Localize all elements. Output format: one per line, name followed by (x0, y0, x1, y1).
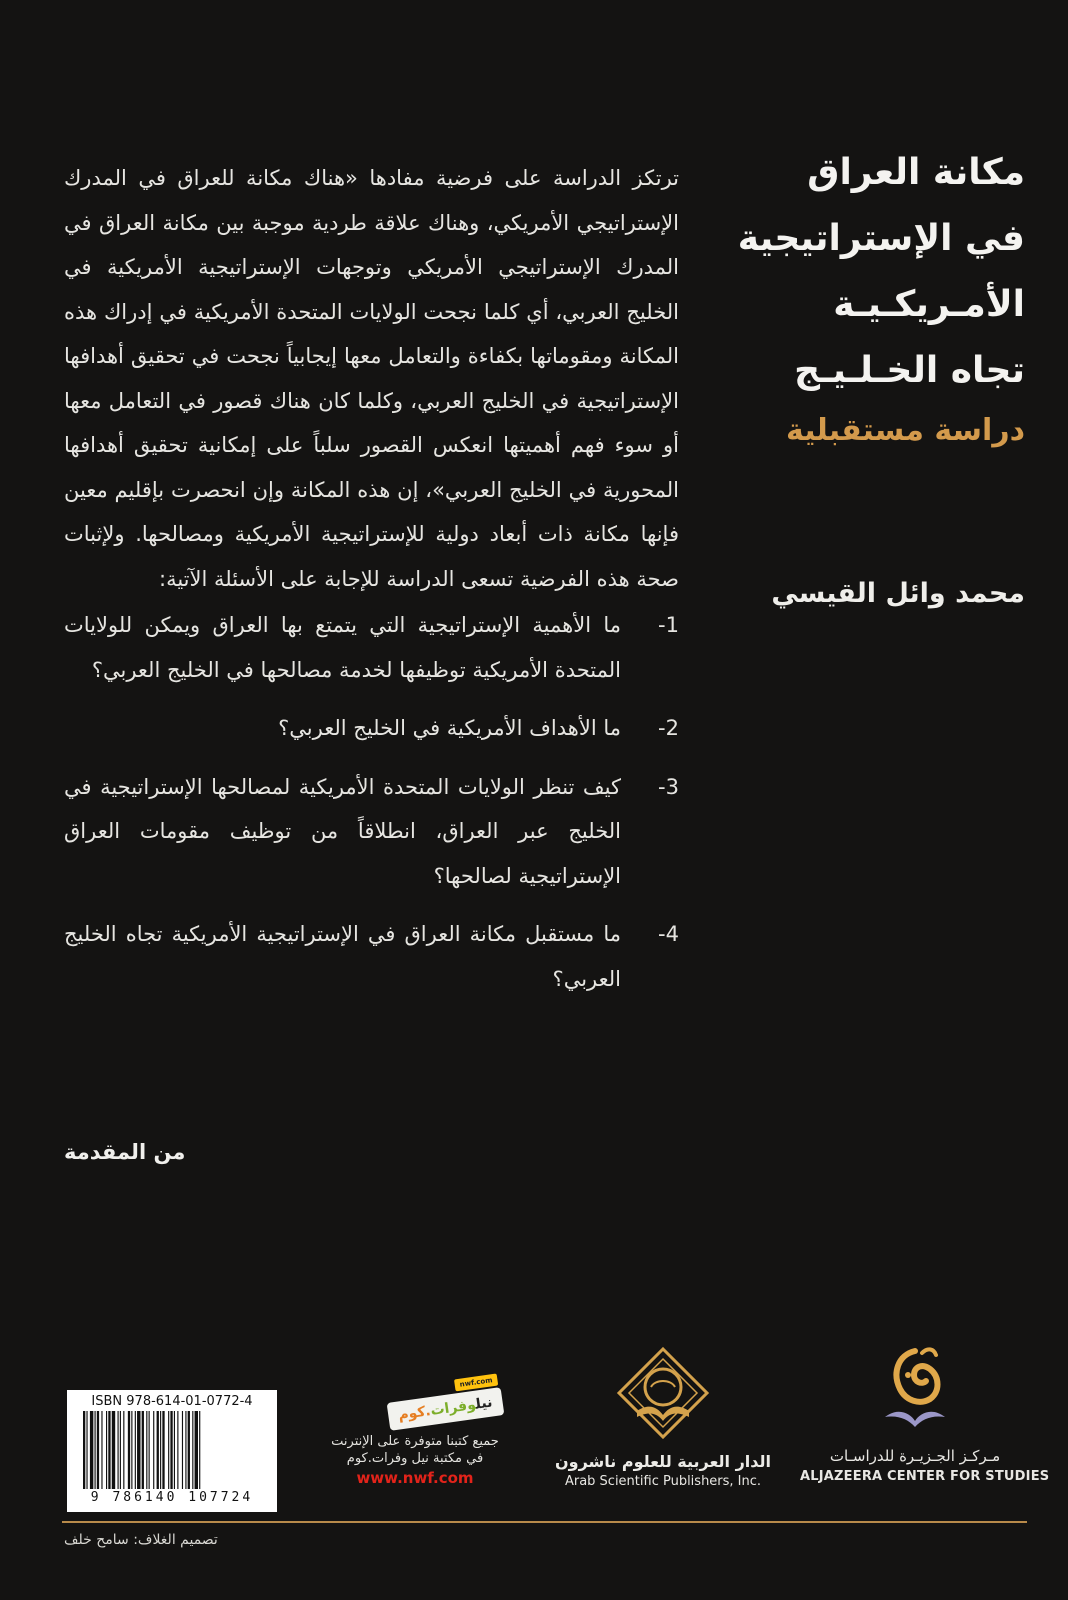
aljazeera-name-en: ALJAZEERA CENTER FOR STUDIES (800, 1469, 1050, 1484)
question-item (64, 603, 679, 692)
book-title-line-2: في الإستراتيجية (737, 218, 1025, 259)
question-item (64, 765, 679, 899)
cover-design-credit: تصميم الغلاف: سامح خلف (64, 1532, 218, 1548)
blurb-text (64, 156, 679, 1015)
question-text: ما الأهمية الإستراتيجية التي يتمتع بها العراق ويمكن للولايات المتحدة الأمريكية توظيفها لخدمة مصالحها في الخليج العربي؟ (64, 613, 621, 682)
aljazeera-name-ar: مـركـز الجـزيـرة للدراسـات (829, 1447, 1001, 1465)
question-number: 4- (658, 922, 679, 946)
nwf-logo-part3: .كوم (396, 1403, 432, 1424)
footer-rule (62, 1521, 1027, 1523)
nwf-block (300, 1376, 530, 1487)
barcode (67, 1390, 277, 1512)
question-number: 3- (658, 774, 679, 799)
book-title-line-1: مكانة العراق (807, 152, 1025, 193)
question-text: ما الأهداف الأمريكية في الخليج العربي؟ (278, 716, 621, 740)
nwf-logo-part1: نيل (474, 1394, 494, 1413)
nwf-logo-part2: وفرات (429, 1396, 477, 1419)
question-text: كيف تنظر الولايات المتحدة الأمريكية لمصالحها الإستراتيجية في الخليج عبر العراق، انطلاقاً من توظيف مقومات العراق الإستراتيجية لصالحها؟ (64, 774, 621, 888)
asp-publisher (548, 1345, 778, 1489)
nwf-url: www.nwf.com (356, 1469, 474, 1487)
nwf-line-2: في مكتبة نيل وفرات.كوم (346, 1451, 484, 1466)
asp-name-en: Arab Scientific Publishers, Inc. (564, 1474, 762, 1489)
question-item (64, 912, 679, 1001)
author-name: محمد وائل القيسي (771, 578, 1025, 609)
blurb-source: من المقدمة (64, 1140, 186, 1164)
question-number: 1- (658, 613, 679, 637)
book-subtitle: دراسة مستقبلية (786, 413, 1025, 448)
aljazeera-publisher (800, 1345, 1050, 1484)
question-item (64, 706, 679, 751)
nwf-line-1: جميع كتبنا متوفرة على الإنترنت (331, 1434, 499, 1449)
question-number: 2- (658, 716, 679, 740)
book-title-line-4: تجاه الخـلـيـج (794, 350, 1025, 391)
asp-name-ar: الدار العربية للعلوم ناشرون (554, 1452, 772, 1471)
book-title-block (735, 140, 1025, 454)
question-list (64, 603, 679, 1001)
asp-logo-icon (613, 1345, 713, 1440)
aljazeera-logo-icon (870, 1345, 960, 1435)
nwf-badge: nwf.com (454, 1374, 498, 1392)
question-text: ما مستقبل مكانة العراق في الإستراتيجية الأمريكية تجاه الخليج العربي؟ (64, 922, 621, 991)
blurb-intro: ترتكز الدراسة على فرضية مفادها «هناك مكانة للعراق في المدرك الإستراتيجي الأمريكي، وهناك علاقة طردية موجبة بين مكانة العراق في المدرك الإستراتيجي الأمريكي وتوجهات الإستراتيجية الأمريكية في الخليج العربي، أي كلما نجحت الولايات المتحدة الأمريكية في إدراك هذه المكانة ومقوماتها بكفاءة والتعامل معها إيجابياً نجحت في تحقيق أهدافها الإستراتيجية في الخليج العربي، وكلما كان هناك قصور في التعامل معها أو سوء فهم أهميتها انعكس القصور سلباً على إمكانية تحقيق أهدافها المحورية في الخليج العربي»، إن هذه المكانة وإن انحصرت بإقليم معين فإنها مكانة ذات أبعاد دولية للإستراتيجية الأمريكية ومصالحها. ولإثبات صحة هذه الفرضية تسعى الدراسة للإجابة على الأسئلة الآتية: (64, 166, 679, 591)
book-title-line-3: الأمـريكـيـة (833, 284, 1025, 325)
isbn-text: ISBN 978-614-01-0772-4 (91, 1394, 253, 1409)
barcode-digits: 9 786140 107724 (90, 1490, 254, 1505)
barcode-bars-icon (79, 1411, 265, 1489)
